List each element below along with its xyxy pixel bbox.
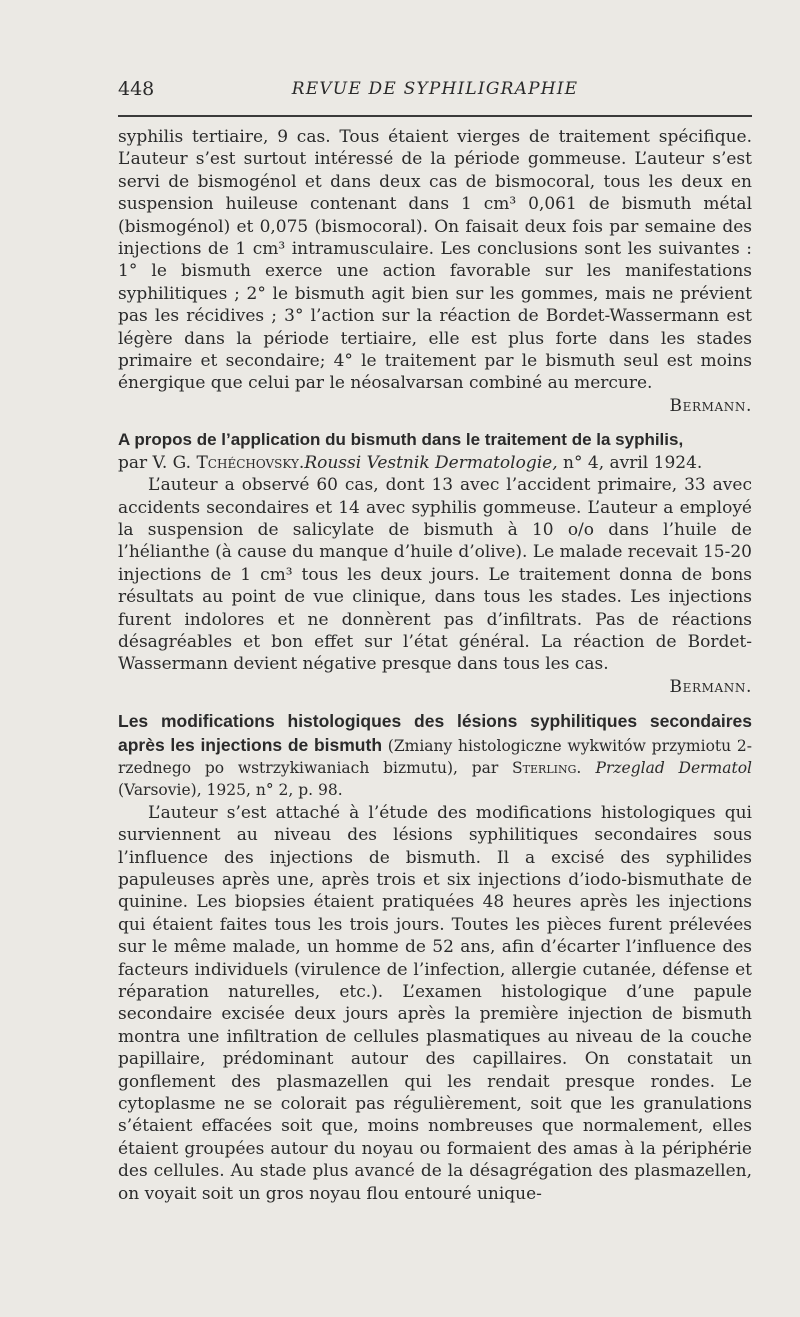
citation-prefix: par V. G.	[118, 452, 197, 473]
header-rule	[118, 115, 752, 117]
page-number: 448	[118, 78, 155, 100]
citation-original-title: (Zmiany histologiczne wykwitów przymiotu 2-rzednego po wstrzykiwaniach bizmutu), par	[118, 736, 753, 777]
article-signature: Bermann.	[669, 676, 752, 697]
citation-suffix: n° 4, avril 1924.	[557, 452, 703, 473]
article-continued-text: syphilis tertiaire, 9 cas. Tous étaient vierges de traitement spécifique. L’auteur s’est surtout intéressé de la période gommeuse. L’auteur s’est servi de bismogénol et dans deux cas de bismocoral, tous les deux en suspension huileuse contenant dans 1 cm³ 0,061 de bismuth métal (bismogénol) et 0,075 (bismocoral). On faisait deux fois par semaine des injections de 1 cm³ intramusculaire. Les conclusions sont les suivantes : 1° le bismuth exerce une action favorable sur les manifestations syphilitiques ; 2° le bismuth agit bien sur les gommes, mais ne prévient pas les récidives ; 3° l’action sur la réaction de Bordet-Wassermann est légère dans la période tertiaire, elle est plus forte dans les stades primaire et secondaire; 4° le traitement par le bismuth seul est moins énergique que celui par le néosalvarsan combiné au mercure.	[118, 127, 752, 394]
article-text: L’auteur s’est attaché à l’étude des modifications histologiques qui surviennent au niveau des lésions syphilitiques secondaires sous l’influence des injections de bismuth. Il a excisé des syphilides papuleuses après une, après trois et six injections d’iodo-bismuthate de quinine. Les biopsies étaient pratiquées 48 heures après les injections qui étaient faites tous les trois jours. Toutes les pièces furent prélevées sur le même malade, un homme de 52 ans, afin d’écarter l’influence des facteurs individuels (virulence de l’infection, allergie cutanée, défense et réparation naturelles, etc.). L’examen histologique d’une papule secondaire excisée deux jours après la première injection de bismuth montra une infiltration de cellules plasmatiques au niveau de la couche papillaire, prédominant autour des capillaires. On constatait un gonflement des plasmazellen qui les rendait presque rondes. Le cytoplasme ne se colorait pas régulièrement, soit que les granulations s’étaient effacées soit que, moins nombreuses que normalement, elles étaient groupées autour du noyau ou formaient des amas à la périphérie des cellules. Au stade plus avancé de la désagrégation des plasmazellen, on voyait soit un gros noyau flou entouré unique-	[118, 802, 752, 1204]
page-body	[118, 126, 752, 1205]
article-citation	[118, 452, 752, 474]
section-gap	[118, 417, 752, 429]
article-title: Les modifications histologiques des lésions syphilitiques secondaires après les injections de bismuth	[118, 711, 752, 755]
article-signature: Bermann.	[669, 395, 752, 416]
section-gap	[118, 698, 752, 710]
running-title: REVUE DE SYPHILIGRAPHIE	[291, 79, 579, 99]
article-title: A propos de l’application du bismuth dans le traitement de la syphilis,	[118, 430, 684, 450]
article-text: L’auteur a observé 60 cas, dont 13 avec l’accident primaire, 33 avec accidents secondaires et 14 avec syphilis gommeuse. L’auteur a employé la suspension de salicylate de bismuth à 10 o/o dans l’huile de l’hélianthe (à cause du manque d’huile d’olive). Le malade recevait 15-20 injections de 1 cm³ tous les deux jours. Le traitement donna de bons résultats au point de vue clinique, dans tous les stades. Les injections furent indolores et ne donnèrent pas d’infiltrats. Pas de réactions désagréables et bon effet sur l’état général. La réaction de Bordet-Wassermann devient négative presque dans tous les cas.	[118, 475, 752, 675]
running-header	[118, 78, 752, 102]
citation-source: Roussi Vestnik Dermatologie,	[304, 452, 558, 473]
citation-author: Sterling.	[512, 758, 582, 777]
article-heading	[118, 710, 752, 802]
citation-author: Tchéchovsky.	[196, 452, 305, 473]
citation-source: Przeglad Dermatol	[595, 758, 752, 777]
citation-suffix: (Varsovie), 1925, n° 2, p. 98.	[118, 781, 343, 800]
